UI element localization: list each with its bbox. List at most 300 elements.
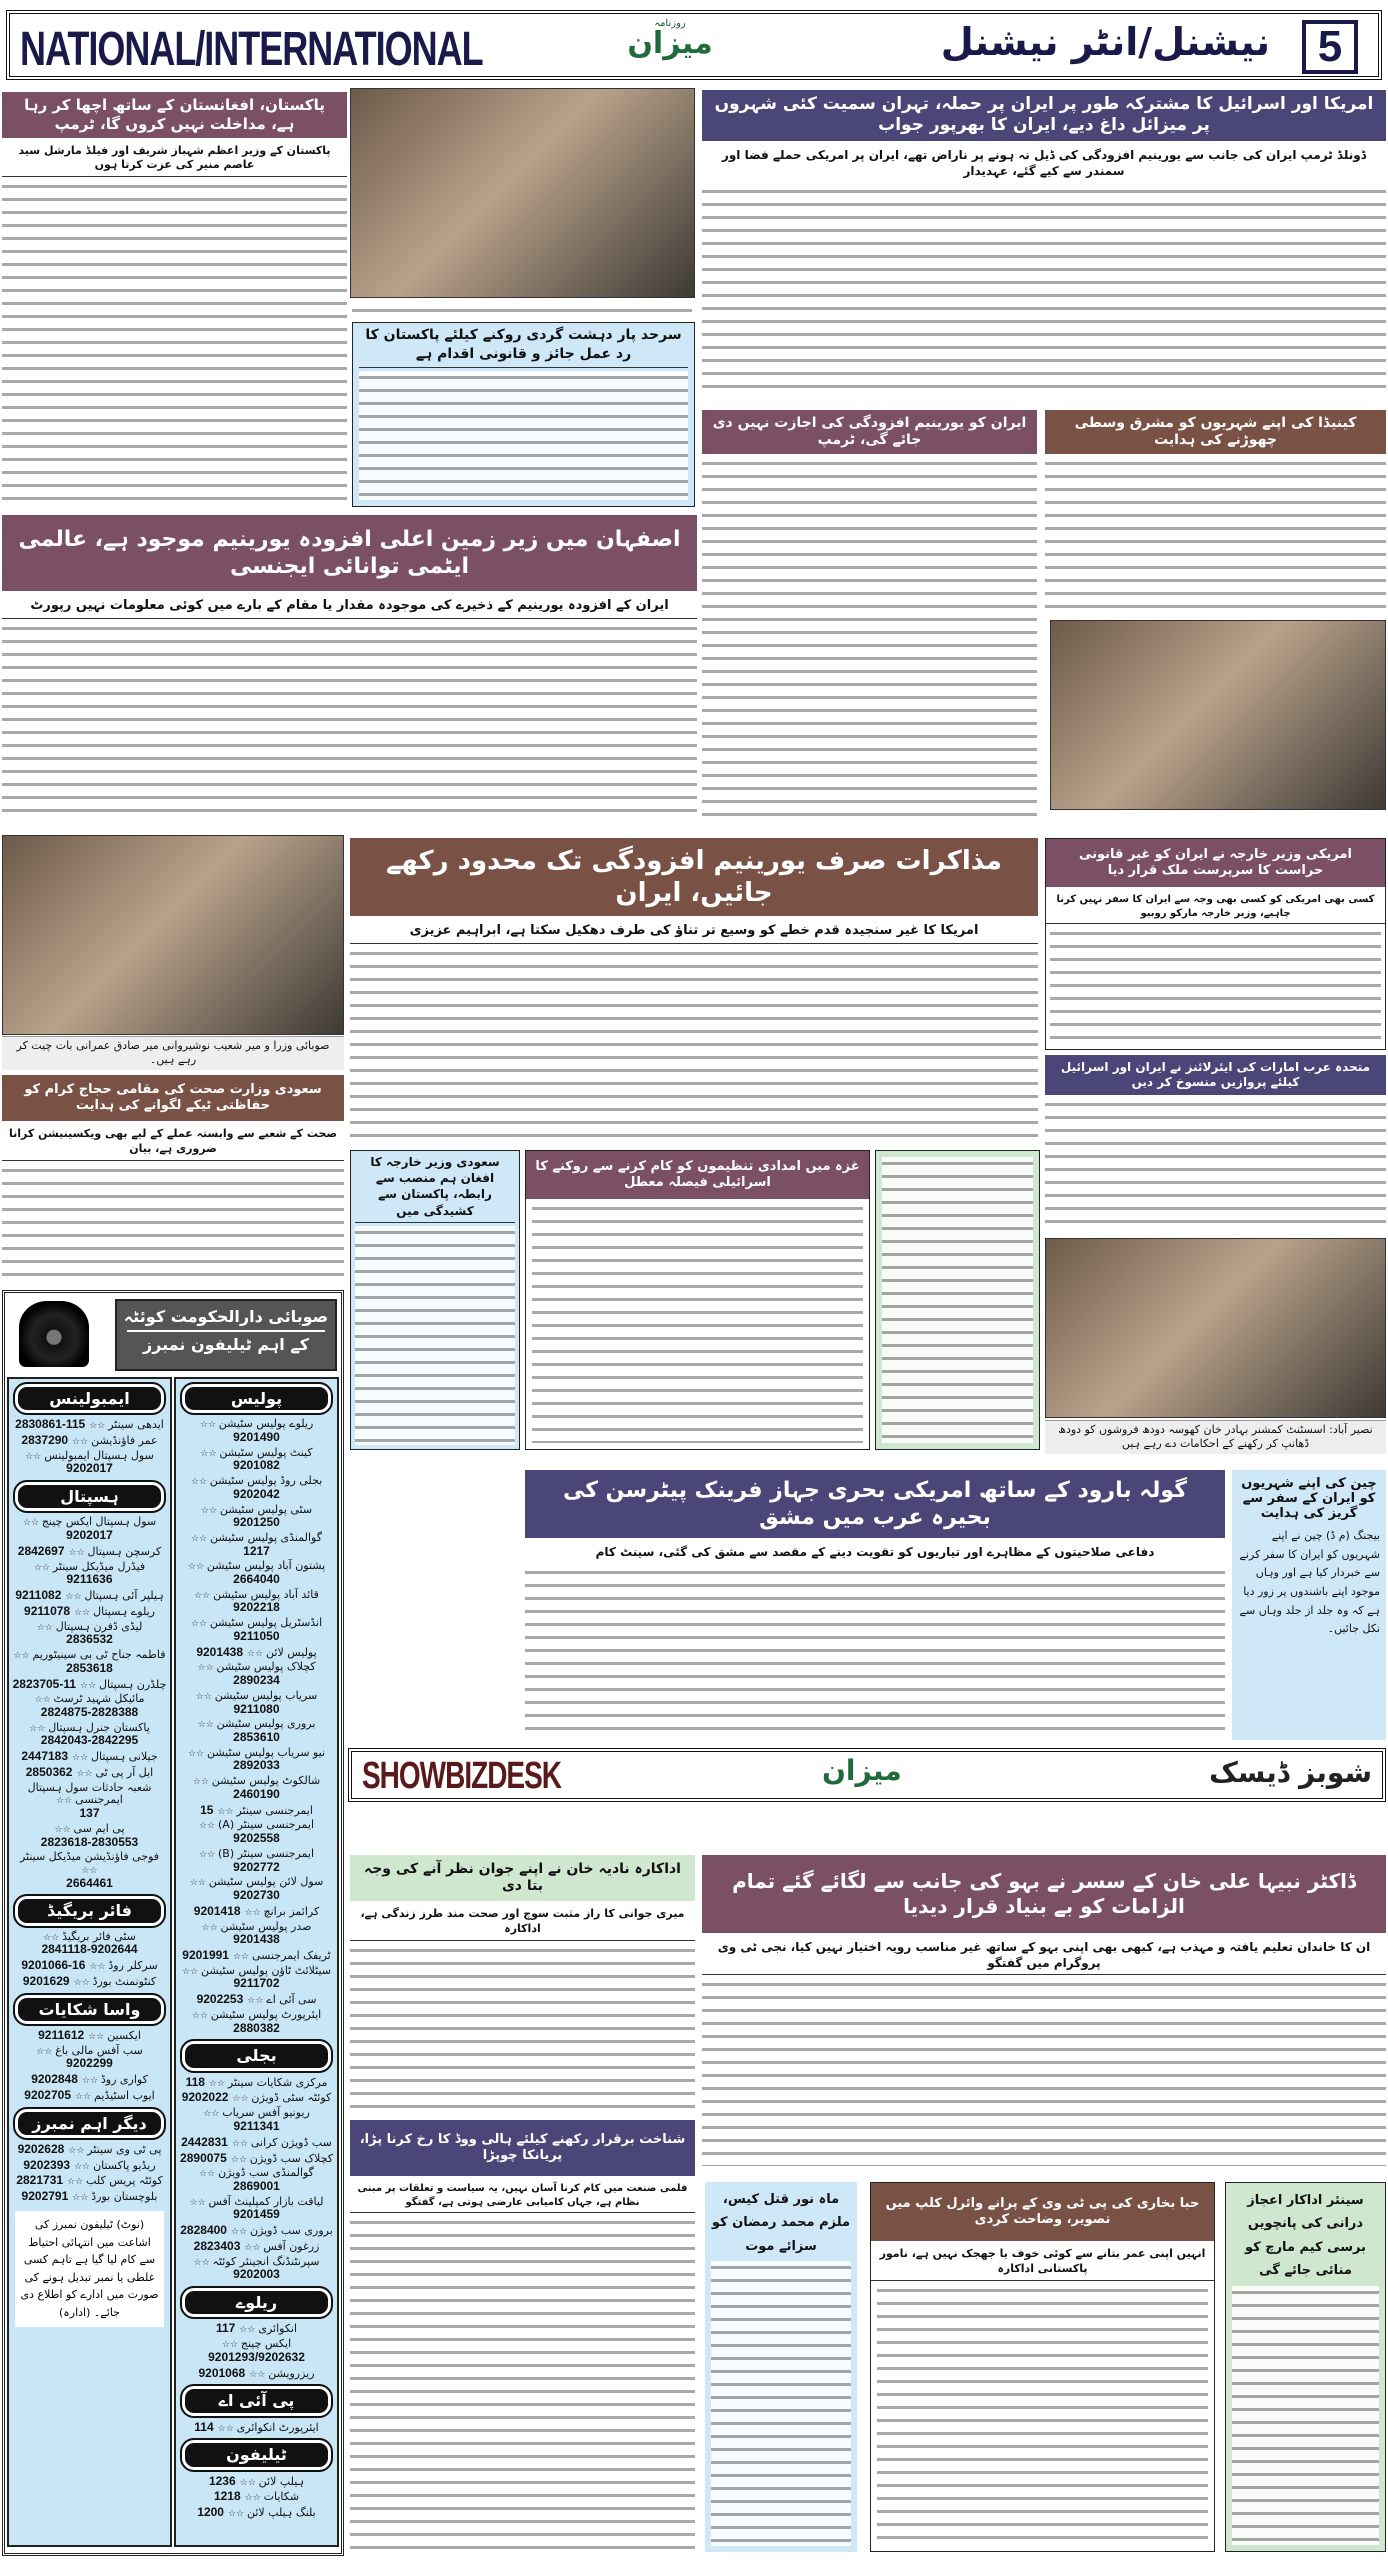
headline-saudi-fm: سعودی وزیر خارجہ کا افغان ہم منصب سے رابطہ، پاکستان سے کشیدگی میں xyxy=(355,1151,515,1223)
entry-number: 2837290 xyxy=(21,1432,69,1447)
directory-entry xyxy=(176,2505,337,2521)
directory-entry xyxy=(9,1930,170,1958)
article-body xyxy=(702,1978,1386,2166)
entry-label: سی آئی اے ☆☆ xyxy=(247,1994,316,2007)
directory-entry xyxy=(9,1692,170,1720)
entry-label: قائد آباد پولیس سٹیشن ☆☆ xyxy=(194,1589,319,1602)
entry-number: 9202299 xyxy=(66,2056,113,2071)
ministers-photo xyxy=(2,835,344,1035)
directory-entry xyxy=(176,2075,337,2091)
entry-label: شکایات ☆☆ xyxy=(245,2491,299,2504)
headline-nadia: اداکارہ نادیہ خان نے اپنے جوان نظر آنے کی وجہ بتا دی xyxy=(350,1855,695,1901)
entry-number: 9202848 xyxy=(31,2072,78,2087)
entry-number: 9202791 xyxy=(21,2189,69,2204)
entry-number: 9211341 xyxy=(233,2118,280,2133)
directory-entry xyxy=(9,1677,170,1693)
main-subheadline: ڈونلڈ ٹرمپ ایران کی جانب سے یورینیم افزودگی کی ڈیل نہ ہونے پر ناراض تھے، ایران پر امریکی حملے فضا اور سمندر سے کیے گئے، عہدیدار xyxy=(721,147,1367,178)
entry-label: سب ڈویژن کرانی ☆☆ xyxy=(232,2137,332,2150)
headline-mahnoor: ماہ نور قتل کیس، ملزم محمد رمضان کو سزائے موت xyxy=(711,2192,851,2254)
entry-number: 9211702 xyxy=(233,1976,280,1991)
entry-number: 9202017 xyxy=(66,1528,113,1543)
entry-number: 9201293/9202632 xyxy=(208,2349,305,2364)
entry-label: ایمرجنسی سینٹر (A) ☆☆ xyxy=(199,1819,314,1832)
entry-label: پی ٹی وی سینٹر ☆☆ xyxy=(68,2144,161,2157)
entry-label: فاطمہ جناح ٹی بی سینیٹوریم ☆☆ xyxy=(13,1649,165,1662)
china-citizens-box xyxy=(1232,1470,1386,1740)
headline-isfahan: اصفہان میں زیر زمین اعلی افزودہ یورینیم موجود ہے، عالمی ایٹمی توانائی ایجنسی xyxy=(2,515,697,591)
naseerabad-photo xyxy=(1045,1238,1386,1418)
durrani-box xyxy=(1225,2182,1386,2552)
directory-entry xyxy=(176,2195,337,2223)
entry-number: 2664040 xyxy=(233,1572,280,1587)
directory-entry xyxy=(176,1446,337,1474)
entry-number: 9202253 xyxy=(196,1992,244,2007)
directory-entry xyxy=(176,2366,337,2382)
isfahan-story xyxy=(2,515,697,820)
directory-entry xyxy=(176,1660,337,1688)
entry-label: فیڈرل میڈیکل سینٹر ☆☆ xyxy=(34,1561,145,1574)
police-photo xyxy=(1050,620,1386,810)
entry-number: 9201250 xyxy=(233,1515,280,1530)
us-fm-story xyxy=(1045,838,1386,1050)
entry-label: صدر پولیس سٹیشن ☆☆ xyxy=(202,1921,312,1934)
entry-label: پشتون آباد پولیس سٹیشن ☆☆ xyxy=(188,1560,325,1573)
directory-entry xyxy=(9,2142,170,2158)
entry-label: ایل آر پی ٹی ☆☆ xyxy=(76,1767,153,1780)
headline-iran-trump: ایران کو یورینیم افزودگی کی اجازت نہیں دی جائے گی، ٹرمپ xyxy=(702,410,1037,454)
directory-section-header: دیگر اہم نمبرز xyxy=(15,2109,164,2138)
entry-number: 9201418 xyxy=(193,1903,241,1918)
directory-title xyxy=(115,1299,337,1371)
entry-label: کچلاک سب ڈویژن ☆☆ xyxy=(231,2153,333,2166)
entry-label: ایکس چینج ☆☆ xyxy=(222,2338,291,2351)
entry-number: 9202772 xyxy=(233,1859,280,1874)
directory-entry xyxy=(9,1544,170,1560)
entry-number: 2869001 xyxy=(233,2178,280,2193)
entry-label: مائیکل شہید ٹرسٹ ☆☆ xyxy=(35,1693,145,1706)
entry-number: 9201438 xyxy=(233,1932,280,1947)
entry-number: 9211612 xyxy=(38,2027,85,2042)
entry-label: ایوب اسٹیڈیم ☆☆ xyxy=(75,2090,155,2103)
directory-entry xyxy=(176,2090,337,2106)
directory-entry xyxy=(176,2489,337,2505)
entry-number: 9202558 xyxy=(233,1831,280,1846)
directory-entry xyxy=(9,1560,170,1588)
directory-entry xyxy=(9,2189,170,2205)
entry-number: 9211078 xyxy=(24,1603,71,1618)
directory-entry xyxy=(9,2088,170,2104)
logo-prefix: روزنامہ xyxy=(654,18,686,29)
entry-label: سول ہسپتال ایکس چینج ☆☆ xyxy=(23,1516,156,1529)
showbiz-title-urdu: شوبز ڈیسک xyxy=(1209,1756,1372,1789)
directory-entry xyxy=(176,1689,337,1717)
entry-label: شالکوٹ پولیس سٹیشن ☆☆ xyxy=(193,1775,321,1788)
saudi-health-story xyxy=(2,1075,344,1282)
photo-caption xyxy=(352,304,692,318)
entry-label: کرسچن ہسپتال ☆☆ xyxy=(69,1546,162,1559)
uae-story xyxy=(1045,1055,1386,1232)
entry-number: 2892033 xyxy=(233,1758,280,1773)
directory-entry xyxy=(176,2106,337,2134)
entry-label: بجلی روڈ پولیس سٹیشن ☆☆ xyxy=(191,1475,322,1488)
entry-number: 2823403 xyxy=(193,2238,241,2253)
directory-entry xyxy=(9,2158,170,2174)
hiba-story xyxy=(870,2182,1215,2552)
directory-entry xyxy=(176,2337,337,2365)
uk-citizens-box xyxy=(875,1150,1040,1450)
directory-entry xyxy=(176,1559,337,1587)
entry-number: 2830861-115 xyxy=(15,1417,86,1432)
entry-number: 9201490 xyxy=(233,1429,280,1444)
lead-china-citizens: بیجنگ (م ڈ) چین نے اپنے شہریوں کو ایران کا سفر کرنے سے خبردار کیا ہے اور وہاں موجود اپنے باشندوں پر زور دیا ہے کہ وہ جلد از جلد وہاں سے نکل جائیں۔ xyxy=(1239,1529,1380,1636)
photo-caption: نصیر آباد: اسسٹنٹ کمشنر بہادر خان کھوسہ دودھ فروشوں کو دودھ ڈھانپ کر رکھنے کے احکامات دے رہے ہیں xyxy=(1045,1420,1386,1454)
article-body xyxy=(355,1226,515,1445)
directory-section-header: ایمبولینس xyxy=(15,1384,164,1413)
subheadline-nabiha: ان کا خاندان تعلیم یافتہ و مہذب ہے، کبھی بھی اپنی بہو کے ساتھ غیر مناسب رویہ اختیار نہیں کیا، نجی ٹی وی پروگرام میں گفتگو xyxy=(702,1936,1386,1975)
entry-number: 2664461 xyxy=(66,1875,113,1890)
directory-section-header: واسا شکایات xyxy=(15,1995,164,2024)
entry-number: 117 xyxy=(215,2321,236,2336)
entry-label: کواری روڈ ☆☆ xyxy=(82,2074,148,2087)
entry-label: ریونیو آفس سریاب ☆☆ xyxy=(203,2107,310,2120)
subheadline-saudi-health: صحت کے شعبے سے وابستہ عملے کے لیے بھی ویکسینیشن کرانا ضروری ہے، بیان xyxy=(2,1124,344,1161)
directory-entry xyxy=(9,1822,170,1850)
entry-label: کوئٹہ پریس کلب ☆☆ xyxy=(67,2175,163,2188)
entry-number: 9201066-16 xyxy=(21,1958,86,1973)
telephone-icon xyxy=(19,1301,89,1367)
entry-number: 9201629 xyxy=(22,1973,70,1988)
china-box xyxy=(352,322,695,507)
entry-label: سریاب پولیس سٹیشن ☆☆ xyxy=(196,1690,318,1703)
showbiz-logo: میزان xyxy=(822,1754,902,1787)
directory-entry xyxy=(9,1604,170,1620)
entry-number: 2850362 xyxy=(25,1765,73,1780)
directory-entry xyxy=(9,2028,170,2044)
directory-right-column xyxy=(174,1377,339,2547)
entry-number: 9202628 xyxy=(17,2141,65,2156)
directory-entry xyxy=(176,1717,337,1745)
subheadline-isfahan: ایران کے افزودہ یورینیم کے ذخیرے کی موجودہ مقدار یا مقام کے بارے میں کوئی معلومات نہیں رپورٹ xyxy=(2,594,697,619)
directory-entry xyxy=(9,1850,170,1891)
headline-uae: متحدہ عرب امارات کی ایئرلائنز نے ایران اور اسرائیل کیلئے پروازیں منسوخ کر دیں xyxy=(1045,1055,1386,1095)
entry-number: 2842697 xyxy=(17,1543,65,1558)
entry-number: 2824875-2828388 xyxy=(40,1704,139,1719)
entry-label: بلوچستان بورڈ ☆☆ xyxy=(72,2191,157,2204)
saudi-fm-box xyxy=(350,1150,520,1450)
entry-number: 1236 xyxy=(208,2473,236,2488)
entry-label: ایمرجنسی سینٹر ☆☆ xyxy=(217,1805,312,1818)
entry-label: سول لائن پولیس سٹیشن ☆☆ xyxy=(190,1876,324,1889)
entry-number: 2853610 xyxy=(233,1730,280,1744)
entry-number: 2890234 xyxy=(233,1673,280,1688)
entry-label: انڈسٹریل پولیس سٹیشن ☆☆ xyxy=(191,1617,322,1630)
directory-columns xyxy=(5,1293,341,2549)
entry-label: کرائمز برانچ ☆☆ xyxy=(245,1906,320,1919)
entry-number: 9202022 xyxy=(181,2090,229,2105)
entry-number: 2823618-2830553 xyxy=(40,1834,139,1849)
directory-entry xyxy=(176,1417,337,1445)
directory-entry xyxy=(9,1781,170,1822)
directory-note: (نوٹ) ٹیلیفون نمبرز کی اشاعت میں انتہائی احتیاط سے کام لیا گیا ہے تاہم کسی غلطی یا نمبر تبدیل ہونے کی صورت میں ادارے کو اطلاع دی جائے۔ (ادارہ) xyxy=(15,2211,164,2327)
entry-label: سرکلر روڈ ☆☆ xyxy=(89,1960,157,1973)
entry-label: ریزرویشن ☆☆ xyxy=(249,2368,314,2381)
entry-label: شعبہ حادثات سول ہسپتال ایمرجنسی ☆☆ xyxy=(12,1782,167,1807)
entry-label: ایئرپورٹ پولیس سٹیشن ☆☆ xyxy=(192,2009,321,2022)
article-body xyxy=(350,947,1038,1140)
entry-number: 2841118-9202644 xyxy=(41,1942,138,1957)
article-body xyxy=(1232,2286,1379,2545)
headline-us-fm: امریکی وزیر خارجہ نے ایران کو غیر قانونی حراست کا سرپرست ملک قرار دیا xyxy=(1046,839,1385,887)
main-story xyxy=(702,90,1386,398)
entry-number: 9202705 xyxy=(24,2087,71,2102)
page-number: 5 xyxy=(1302,20,1358,74)
directory-entry xyxy=(9,2044,170,2072)
article-body xyxy=(1045,1098,1386,1232)
directory-entry xyxy=(176,2151,337,2167)
showbiz-masthead xyxy=(348,1748,1386,1802)
subheadline-hiba: انہیں اپنی عمر بتانے سے کوئی خوف یا جھجک نہیں ہے، نامور پاکستانی اداکارہ xyxy=(871,2244,1214,2281)
directory-entry xyxy=(176,2420,337,2436)
logo-text: میزان xyxy=(627,26,713,61)
entry-number: 9202218 xyxy=(233,1600,280,1615)
directory-entry xyxy=(176,2135,337,2151)
entry-number: 2853618 xyxy=(66,1660,113,1675)
directory-entry xyxy=(9,1449,170,1477)
subheadline-nadia: میری جوانی کا راز مثبت سوچ اور صحت مند طرز زندگی ہے، اداکارہ xyxy=(350,1904,695,1941)
directory-entry xyxy=(9,1588,170,1604)
entry-label: پاکستان جنرل ہسپتال ☆☆ xyxy=(29,1722,150,1735)
masthead xyxy=(6,10,1382,80)
photo-caption: صوبائی وزرا و میر شعیب نوشیروانی میر صادق عمرانی بات چیت کر رہے ہیں۔ xyxy=(2,1036,344,1070)
entry-label: سیٹلائٹ ٹاؤن پولیس سٹیشن ☆☆ xyxy=(182,1965,331,1978)
entry-label: ایدھی سینٹر ☆☆ xyxy=(89,1419,164,1432)
directory-entry xyxy=(9,1974,170,1990)
entry-label: بلنگ ہیلپ لائن ☆☆ xyxy=(228,2507,316,2520)
headline-talks: مذاکرات صرف یورینیم افزودگی تک محدود رکھے جائیں، ایران xyxy=(350,838,1038,916)
article-body xyxy=(532,1202,863,1443)
entry-number: 9201459 xyxy=(233,2207,280,2222)
directory-entry xyxy=(176,1531,337,1559)
headline-naval: گولہ بارود کے ساتھ امریکی بحری جہاز فرینک پیٹرسن کی بحیرہ عرب میں مشق xyxy=(525,1470,1225,1538)
entry-number: 2821731 xyxy=(16,2173,64,2188)
directory-left-column xyxy=(7,1377,172,2547)
entry-number: 118 xyxy=(185,2074,205,2089)
entry-number: 9202042 xyxy=(233,1486,280,1501)
headline-durrani: سینئر اداکار اعجاز درانی کی پانچویں برسی کیم مارچ کو منائی جائے گی xyxy=(1244,2193,1367,2279)
entry-number: 2823705-11 xyxy=(12,1676,77,1691)
entry-label: ہیلپر آئی ہسپتال ☆☆ xyxy=(65,1590,163,1603)
entry-label: کچلاک پولیس سٹیشن ☆☆ xyxy=(197,1661,315,1674)
main-headline: امریکا اور اسرائیل کا مشترکہ طور پر ایران پر حملہ، تہران سمیت کئی شہروں پر میزائل داغ دیے، ایران کا بھرپور جواب xyxy=(702,90,1386,141)
phone-directory xyxy=(2,1290,344,2556)
directory-entry xyxy=(176,1818,337,1846)
trump-afghanistan-story xyxy=(2,92,347,500)
directory-section-header: فائر بریگیڈ xyxy=(15,1896,164,1925)
entry-number: 9201082 xyxy=(233,1458,280,1473)
entry-number: 1218 xyxy=(213,2489,241,2504)
article-body xyxy=(711,2261,851,2546)
entry-label: انکوائری ☆☆ xyxy=(239,2323,297,2336)
entry-number: 2460190 xyxy=(233,1786,280,1801)
directory-entry xyxy=(9,1620,170,1648)
entry-number: 9201991 xyxy=(182,1948,229,1963)
subheadline-priyanka: فلمی صنعت میں کام کرنا آسان نہیں، یہ سیاست و تعلقات پر مبنی نظام ہے، جہاں کامیابی عارضی ہوتی ہے، گفتگو xyxy=(350,2179,695,2213)
nabiha-story xyxy=(702,1855,1386,2166)
entry-label: کینٹ پولیس سٹیشن ☆☆ xyxy=(200,1447,312,1460)
entry-label: نیو سریاب پولیس سٹیشن ☆☆ xyxy=(188,1747,325,1760)
entry-label: ایکسین ☆☆ xyxy=(88,2030,141,2043)
lead-trump-afghanistan: پاکستان کے وزیر اعظم شہباز شریف اور فیلڈ مارشل سید عاصم منیر کی عزت کرتا ہوں xyxy=(2,141,347,178)
entry-label: گوالمنڈی پولیس سٹیشن ☆☆ xyxy=(191,1532,322,1545)
directory-entry xyxy=(9,2072,170,2088)
directory-entry xyxy=(176,2008,337,2036)
headline-priyanka: شناخت برقرار رکھنے کیلئے ہالی ووڈ کا رخ کرنا پڑا، پریانکا چوپڑا xyxy=(350,2120,695,2176)
headline-nabiha: ڈاکٹر نبیہا علی خان کے سسر نے بہو کی جانب سے لگائے گئے تمام الزامات کو بے بنیاد قرار دیدیا xyxy=(702,1855,1386,1933)
entry-number: 1200 xyxy=(197,2505,224,2520)
directory-section-header: ٹیلیفون xyxy=(182,2440,331,2469)
directory-entry xyxy=(176,1904,337,1920)
directory-entry xyxy=(9,1515,170,1543)
article-body xyxy=(350,2216,695,2552)
entry-label: ٹریفک ایمرجنسی ☆☆ xyxy=(233,1950,331,1963)
article-body xyxy=(702,185,1386,398)
entry-number: 9202730 xyxy=(233,1887,280,1902)
directory-section-header: ریلوے xyxy=(182,2288,331,2317)
article-body xyxy=(877,2284,1208,2545)
entry-label: چلڈرن ہسپتال ☆☆ xyxy=(80,1679,166,1692)
entry-number: 9202017 xyxy=(66,1461,113,1476)
entry-label: سٹی پولیس سٹیشن ☆☆ xyxy=(201,1504,312,1517)
directory-entry xyxy=(9,1433,170,1449)
directory-section-header: ہسپتال xyxy=(15,1482,164,1511)
entry-label: پی ایم سی ☆☆ xyxy=(54,1823,124,1836)
naval-story xyxy=(525,1470,1225,1738)
directory-section-header: پی آئی اے xyxy=(182,2386,331,2415)
directory-entry xyxy=(9,1749,170,1765)
article-body xyxy=(1045,457,1386,612)
directory-entry xyxy=(176,1948,337,1964)
directory-entry xyxy=(176,2255,337,2283)
directory-entry xyxy=(176,2321,337,2337)
directory-entry xyxy=(9,1721,170,1749)
section-title-urdu: نیشنل/انٹر نیشنل xyxy=(940,20,1270,64)
entry-number: 2447183 xyxy=(21,1749,69,1764)
directory-entry xyxy=(176,1474,337,1502)
directory-entry xyxy=(176,1875,337,1903)
entry-label: لیڈی ڈفرن ہسپتال ☆☆ xyxy=(37,1621,143,1634)
entry-number: 2842043-2842295 xyxy=(40,1733,139,1748)
entry-number: 9201068 xyxy=(198,2365,246,2380)
directory-title-line1: صوبائی دارالحکومت کوئٹہ xyxy=(123,1307,329,1326)
headline-saudi-health: سعودی وزارت صحت کی مقامی حجاج کرام کو حفاظتی ٹیکے لگوانے کی ہدایت xyxy=(2,1075,344,1121)
entry-label: سپرنٹنڈنگ انجینئر کوئٹہ ☆☆ xyxy=(194,2256,320,2269)
directory-entry xyxy=(176,2223,337,2239)
article-body xyxy=(359,371,688,500)
entry-number: 9211080 xyxy=(233,1701,280,1716)
directory-title-line2: کے اہم ٹیلیفون نمبرز xyxy=(127,1330,325,1354)
entry-label: ریڈیو پاکستان ☆☆ xyxy=(74,2160,156,2173)
entry-label: بروری سب ڈویژن ☆☆ xyxy=(231,2225,333,2238)
directory-entry xyxy=(176,1616,337,1644)
entry-label: سٹی فائر بریگیڈ ☆☆ xyxy=(43,1931,136,1944)
entry-label: گوالمنڈی سب ڈویژن ☆☆ xyxy=(199,2167,314,2180)
entry-label: عمر فاؤنڈیشن ☆☆ xyxy=(72,1435,158,1448)
directory-entry xyxy=(176,1503,337,1531)
entry-number: 9211636 xyxy=(66,1572,113,1587)
directory-entry xyxy=(176,1645,337,1661)
directory-section-header: پولیس xyxy=(182,1384,331,1413)
section-title-english: NATIONAL/INTERNATIONAL xyxy=(20,20,483,76)
entry-label: مرکزی شکایات سینٹر ☆☆ xyxy=(209,2077,328,2090)
entry-number: 2890075 xyxy=(180,2150,227,2165)
directory-entry xyxy=(176,1964,337,1992)
article-body xyxy=(2,180,347,500)
article-body xyxy=(1050,927,1381,1045)
entry-number: 2836532 xyxy=(66,1632,113,1647)
entry-label: سب آفس مالی باغ ☆☆ xyxy=(36,2045,143,2058)
directory-entry xyxy=(9,2173,170,2189)
directory-entry xyxy=(9,1648,170,1676)
entry-label: جیلانی ہسپتال ☆☆ xyxy=(72,1751,158,1764)
headline-trump-afghanistan: پاکستان، افغانستان کے ساتھ اچھا کر رہا ہے، مداخلت نہیں کروں گا، ٹرمپ xyxy=(2,92,347,138)
entry-label: بروری پولیس سٹیشن ☆☆ xyxy=(198,1718,316,1731)
directory-entry xyxy=(176,1847,337,1875)
entry-number: 137 xyxy=(79,1806,100,1821)
gaza-story xyxy=(525,1150,870,1450)
priyanka-story xyxy=(350,2120,695,2552)
directory-entry xyxy=(176,1920,337,1948)
headline-gaza: غزہ میں امدادی تنظیموں کو کام کرنے سے روکنے کا اسرائیلی فیصلہ معطل xyxy=(526,1151,869,1199)
subheadline-talks: امریکا کا غیر سنجیدہ قدم خطے کو وسیع تر تناؤ کی طرف دھکیل سکتا ہے، ابراہیم عزیزی xyxy=(350,919,1038,944)
entry-label: لیاقت بازار کمپلینٹ آفس ☆☆ xyxy=(190,2196,324,2209)
canada-story xyxy=(1045,410,1386,612)
entry-number: 1217 xyxy=(243,1543,270,1558)
article-body xyxy=(2,622,697,820)
directory-entry xyxy=(176,2166,337,2194)
newspaper-logo xyxy=(595,18,745,78)
directory-entry xyxy=(176,1803,337,1819)
article-body xyxy=(350,1944,695,2113)
talks-story xyxy=(350,838,1038,1140)
directory-entry xyxy=(176,1774,337,1802)
directory-entry xyxy=(176,2239,337,2255)
article-body xyxy=(882,1157,1033,1443)
mahnoor-box xyxy=(705,2182,857,2552)
showbiz-title-english: SHOWBIZDESK xyxy=(362,1754,561,1797)
entry-label: زرغون آفس ☆☆ xyxy=(244,2241,319,2254)
entry-number: 9202393 xyxy=(23,2157,71,2172)
directory-entry xyxy=(9,1417,170,1433)
directory-entry xyxy=(176,1588,337,1616)
headline-canada: کینیڈا کی اپنے شہریوں کو مشرق وسطی چھوڑنے کی ہدایت xyxy=(1045,410,1386,454)
directory-entry xyxy=(9,1958,170,1974)
entry-label: ہیلپ لائن ☆☆ xyxy=(240,2476,304,2489)
headline-china-box: سرحد پار دہشت گردی روکنے کیلئے پاکستان کا رد عمل جائز و قانونی اقدام ہے xyxy=(359,323,688,368)
meeting-photo xyxy=(350,88,695,298)
entry-label: پولیس لائن ☆☆ xyxy=(247,1647,317,1660)
entry-label: ریلوے ہسپتال ☆☆ xyxy=(74,1606,155,1619)
entry-label: ریلوے پولیس سٹیشن ☆☆ xyxy=(200,1418,314,1431)
entry-number: 9211082 xyxy=(15,1588,62,1603)
article-body xyxy=(525,1566,1225,1738)
nadia-story xyxy=(350,1855,695,2113)
entry-number: 9202003 xyxy=(233,2267,280,2282)
directory-entry xyxy=(176,1992,337,2008)
iran-trump-story xyxy=(702,410,1037,820)
headline-hiba: حبا بخاری کی پی ٹی وی کے پرانے وائرل کلپ میں تصویر، وضاحت کردی xyxy=(871,2183,1214,2241)
entry-number: 114 xyxy=(194,2419,214,2434)
entry-label: سول ہسپتال ایمبولینس ☆☆ xyxy=(25,1450,154,1463)
